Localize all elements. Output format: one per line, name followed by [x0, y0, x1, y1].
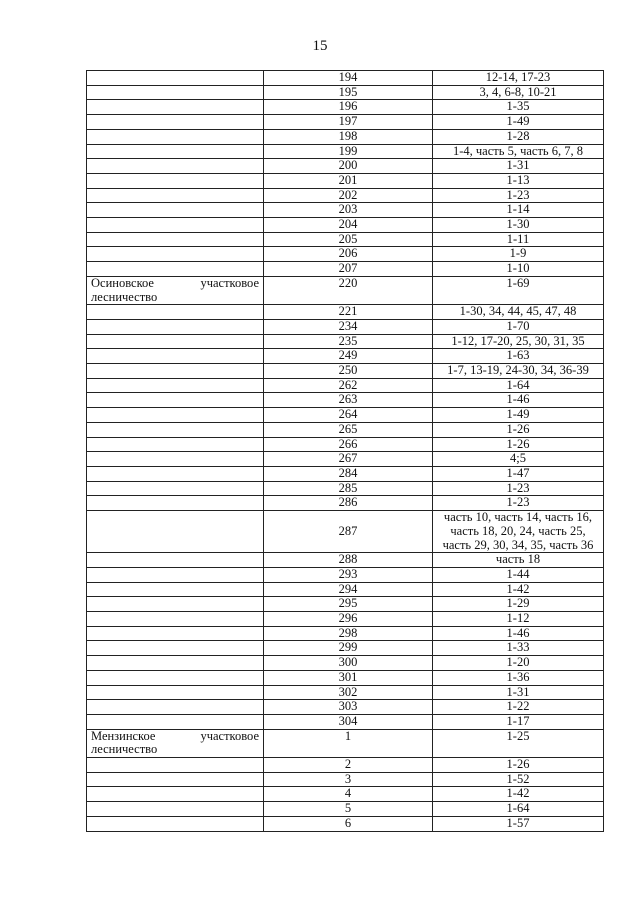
vydely-line: 1-42	[506, 786, 530, 801]
kvartal-cell: 198	[264, 129, 433, 144]
section-cell	[87, 422, 264, 437]
vydely-cell	[433, 758, 604, 773]
kvartal-cell: 204	[264, 218, 433, 233]
vydely-line: 1-49	[506, 407, 530, 422]
vydely-cell	[433, 173, 604, 188]
table-row	[87, 334, 604, 349]
section-cell	[87, 714, 264, 729]
section-cell	[87, 466, 264, 481]
vydely-cell	[433, 422, 604, 437]
kvartal-cell: 304	[264, 714, 433, 729]
vydely-cell	[433, 188, 604, 203]
section-cell	[87, 641, 264, 656]
section-cell	[87, 159, 264, 174]
page-number: 15	[312, 38, 328, 54]
vydely-cell	[433, 129, 604, 144]
table-row	[87, 656, 604, 671]
vydely-cell	[433, 218, 604, 233]
section-cell	[87, 597, 264, 612]
kvartal-cell: 263	[264, 393, 433, 408]
table-row	[87, 364, 604, 379]
vydely-cell	[433, 466, 604, 481]
vydely-line: 1-33	[506, 640, 530, 655]
vydely-cell	[433, 567, 604, 582]
table-row	[87, 772, 604, 787]
table-row	[87, 71, 604, 86]
vydely-line: 1-12	[506, 611, 530, 626]
table-row	[87, 408, 604, 423]
section-cell	[87, 481, 264, 496]
vydely-line: 1-57	[506, 815, 530, 830]
vydely-line: 1-14	[506, 202, 530, 217]
kvartal-cell: 296	[264, 612, 433, 627]
table-row	[87, 100, 604, 115]
kvartal-cell: 202	[264, 188, 433, 203]
table-row	[87, 714, 604, 729]
vydely-line: 1-49	[506, 114, 530, 129]
vydely-line: 1-47	[506, 465, 530, 480]
table-row	[87, 144, 604, 159]
vydely-line: 1-17	[506, 713, 530, 728]
vydely-cell	[433, 144, 604, 159]
table-row	[87, 466, 604, 481]
vydely-cell	[433, 670, 604, 685]
vydely-cell	[433, 393, 604, 408]
kvartal-cell: 267	[264, 452, 433, 467]
vydely-cell	[433, 232, 604, 247]
vydely-cell	[433, 816, 604, 831]
section-cell	[87, 144, 264, 159]
section-cell	[87, 71, 264, 86]
section-cell	[87, 496, 264, 511]
kvartal-cell: 200	[264, 159, 433, 174]
vydely-line: 4;5	[510, 451, 526, 466]
vydely-cell	[433, 305, 604, 320]
vydely-line: 1-20	[506, 655, 530, 670]
kvartal-cell: 235	[264, 334, 433, 349]
table-row	[87, 641, 604, 656]
table-row	[87, 612, 604, 627]
section-cell	[87, 787, 264, 802]
vydely-line: 1-23	[506, 480, 530, 495]
table-row	[87, 173, 604, 188]
vydely-line: 1-35	[506, 99, 530, 114]
vydely-line: 1-36	[506, 669, 530, 684]
vydely-line: 1-12, 17-20, 25, 30, 31, 35	[451, 333, 585, 348]
table-row	[87, 247, 604, 262]
kvartal-cell: 264	[264, 408, 433, 423]
section-cell	[87, 173, 264, 188]
section-cell	[87, 85, 264, 100]
vydely-cell	[433, 553, 604, 568]
vydely-cell	[433, 159, 604, 174]
kvartal-cell: 5	[264, 802, 433, 817]
vydely-line: 1-64	[506, 377, 530, 392]
section-cell	[87, 262, 264, 277]
vydely-cell	[433, 511, 604, 553]
vydely-line: 1-28	[506, 128, 530, 143]
kvartal-cell: 197	[264, 115, 433, 130]
vydely-line: 1-63	[506, 348, 530, 363]
vydely-cell	[433, 802, 604, 817]
section-cell	[87, 670, 264, 685]
kvartal-cell: 6	[264, 816, 433, 831]
table-body	[87, 71, 604, 832]
table-row	[87, 597, 604, 612]
section-cell	[87, 452, 264, 467]
table-row	[87, 787, 604, 802]
table-row	[87, 511, 604, 553]
vydely-line: часть 18	[495, 552, 541, 567]
table-row	[87, 496, 604, 511]
table-row	[87, 567, 604, 582]
vydely-cell	[433, 481, 604, 496]
vydely-line: 1-29	[506, 596, 530, 611]
table-row	[87, 305, 604, 320]
section-cell	[87, 802, 264, 817]
section-cell	[87, 437, 264, 452]
kvartal-cell: 206	[264, 247, 433, 262]
section-cell	[87, 511, 264, 553]
vydely-line: 1-13	[506, 172, 530, 187]
kvartal-cell: 294	[264, 582, 433, 597]
section-cell	[87, 553, 264, 568]
vydely-line: 1-31	[506, 684, 530, 699]
vydely-line: 1-70	[506, 318, 530, 333]
section-cell	[87, 364, 264, 379]
section-cell	[87, 626, 264, 641]
kvartal-cell: 262	[264, 378, 433, 393]
vydely-cell	[433, 772, 604, 787]
section-cell	[87, 188, 264, 203]
vydely-cell	[433, 378, 604, 393]
vydely-line: 1-26	[506, 436, 530, 451]
table-row	[87, 218, 604, 233]
vydely-cell	[433, 203, 604, 218]
table-row	[87, 232, 604, 247]
kvartal-cell: 3	[264, 772, 433, 787]
kvartal-cell: 288	[264, 553, 433, 568]
section-cell	[87, 334, 264, 349]
kvartal-cell: 234	[264, 319, 433, 334]
vydely-line: 1-30, 34, 44, 45, 47, 48	[459, 304, 577, 319]
kvartal-cell: 249	[264, 349, 433, 364]
vydely-cell	[433, 100, 604, 115]
table-row	[87, 85, 604, 100]
section-cell	[87, 129, 264, 144]
vydely-cell	[433, 612, 604, 627]
vydely-cell	[433, 349, 604, 364]
table-row	[87, 685, 604, 700]
kvartal-cell: 284	[264, 466, 433, 481]
vydely-line: 1-52	[506, 771, 530, 786]
section-cell	[87, 567, 264, 582]
kvartal-cell: 2	[264, 758, 433, 773]
vydely-line: 1-26	[506, 421, 530, 436]
vydely-cell	[433, 582, 604, 597]
vydely-cell	[433, 71, 604, 86]
vydely-line: 1-46	[506, 392, 530, 407]
vydely-line: 12-14, 17-23	[485, 70, 551, 84]
table-row	[87, 262, 604, 277]
kvartal-cell: 220	[264, 276, 433, 304]
kvartal-cell: 207	[264, 262, 433, 277]
section-cell	[87, 218, 264, 233]
kvartal-cell: 286	[264, 496, 433, 511]
kvartal-cell: 302	[264, 685, 433, 700]
section-cell	[87, 700, 264, 715]
vydely-cell	[433, 700, 604, 715]
table-row	[87, 816, 604, 831]
kvartal-cell: 303	[264, 700, 433, 715]
table-row	[87, 393, 604, 408]
vydely-line: 1-30	[506, 217, 530, 232]
table-row	[87, 626, 604, 641]
kvartal-cell: 221	[264, 305, 433, 320]
section-name-line: Мензинское участковое	[91, 728, 259, 743]
section-cell	[87, 729, 264, 757]
section-cell	[87, 232, 264, 247]
table-row	[87, 758, 604, 773]
kvartal-cell: 299	[264, 641, 433, 656]
vydely-line: 1-22	[506, 699, 530, 714]
section-cell	[87, 393, 264, 408]
vydely-line: 1-44	[506, 566, 530, 581]
table-row	[87, 349, 604, 364]
section-cell	[87, 582, 264, 597]
table-row	[87, 582, 604, 597]
table-row	[87, 670, 604, 685]
vydely-cell	[433, 437, 604, 452]
kvartal-cell: 265	[264, 422, 433, 437]
section-cell	[87, 247, 264, 262]
kvartal-cell: 300	[264, 656, 433, 671]
vydely-cell	[433, 364, 604, 379]
vydely-line: 3, 4, 6-8, 10-21	[479, 84, 557, 99]
vydely-line: 1-46	[506, 625, 530, 640]
table-row	[87, 203, 604, 218]
section-cell	[87, 816, 264, 831]
vydely-cell	[433, 685, 604, 700]
table-row	[87, 802, 604, 817]
section-name-line: лесничество	[91, 289, 158, 304]
kvartal-cell: 194	[264, 71, 433, 86]
vydely-line: часть 29, 30, 34, 35, часть 36	[442, 537, 594, 552]
kvartal-cell: 1	[264, 729, 433, 757]
section-cell	[87, 772, 264, 787]
vydely-cell	[433, 626, 604, 641]
vydely-cell	[433, 334, 604, 349]
kvartal-cell: 203	[264, 203, 433, 218]
section-cell	[87, 349, 264, 364]
section-cell	[87, 758, 264, 773]
section-cell	[87, 612, 264, 627]
vydely-line: часть 10, часть 14, часть 16,	[443, 510, 593, 525]
vydely-cell	[433, 452, 604, 467]
vydely-line: 1-4, часть 5, часть 6, 7, 8	[452, 143, 583, 158]
table-row	[87, 319, 604, 334]
vydely-cell	[433, 408, 604, 423]
vydely-cell	[433, 319, 604, 334]
vydely-cell	[433, 729, 604, 757]
vydely-line: 1-64	[506, 801, 530, 816]
table-row	[87, 481, 604, 496]
table-row	[87, 188, 604, 203]
kvartal-cell: 293	[264, 567, 433, 582]
section-cell	[87, 319, 264, 334]
vydely-line: 1-11	[506, 231, 530, 246]
table-row	[87, 422, 604, 437]
table-row	[87, 700, 604, 715]
kvartal-cell: 195	[264, 85, 433, 100]
vydely-cell	[433, 276, 604, 304]
section-cell	[87, 100, 264, 115]
section-cell	[87, 685, 264, 700]
vydely-line: 1-9	[509, 246, 527, 261]
vydely-line: 1-23	[506, 495, 530, 510]
table-row	[87, 115, 604, 130]
vydely-line: 1-69	[506, 275, 530, 290]
kvartal-cell: 250	[264, 364, 433, 379]
vydely-line: 1-42	[506, 581, 530, 596]
vydely-line: 1-7, 13-19, 24-30, 34, 36-39	[447, 363, 589, 378]
kvartal-cell: 201	[264, 173, 433, 188]
table-row	[87, 129, 604, 144]
vydely-cell	[433, 641, 604, 656]
vydely-cell	[433, 496, 604, 511]
section-cell	[87, 378, 264, 393]
kvartal-cell: 295	[264, 597, 433, 612]
section-cell	[87, 305, 264, 320]
table-row	[87, 276, 604, 304]
vydely-cell	[433, 597, 604, 612]
vydely-line: 1-25	[506, 728, 530, 743]
table-row	[87, 729, 604, 757]
kvartal-cell: 285	[264, 481, 433, 496]
section-cell	[87, 115, 264, 130]
vydely-line: 1-31	[506, 158, 530, 173]
vydely-cell	[433, 262, 604, 277]
kvartal-cell: 205	[264, 232, 433, 247]
section-cell	[87, 203, 264, 218]
kvartal-cell: 301	[264, 670, 433, 685]
kvartal-cell: 287	[264, 511, 433, 553]
vydely-cell	[433, 247, 604, 262]
kvartal-cell: 298	[264, 626, 433, 641]
section-name-line: лесничество	[91, 742, 158, 757]
table-row	[87, 159, 604, 174]
section-name-line: Осиновское участковое	[91, 275, 259, 290]
table-row	[87, 378, 604, 393]
vydely-line: 1-26	[506, 757, 530, 772]
vydely-line: 1-23	[506, 187, 530, 202]
vydely-line: 1-10	[506, 261, 530, 276]
vydely-cell	[433, 85, 604, 100]
table-row	[87, 553, 604, 568]
kvartal-cell: 196	[264, 100, 433, 115]
table-row	[87, 437, 604, 452]
section-cell	[87, 408, 264, 423]
vydely-cell	[433, 714, 604, 729]
vydely-line: часть 18, 20, 24, часть 25,	[450, 523, 586, 538]
forest-allotment-table	[86, 70, 604, 832]
kvartal-cell: 199	[264, 144, 433, 159]
section-cell	[87, 656, 264, 671]
vydely-cell	[433, 656, 604, 671]
vydely-cell	[433, 787, 604, 802]
table-row	[87, 452, 604, 467]
kvartal-cell: 4	[264, 787, 433, 802]
vydely-cell	[433, 115, 604, 130]
kvartal-cell: 266	[264, 437, 433, 452]
section-cell	[87, 276, 264, 304]
